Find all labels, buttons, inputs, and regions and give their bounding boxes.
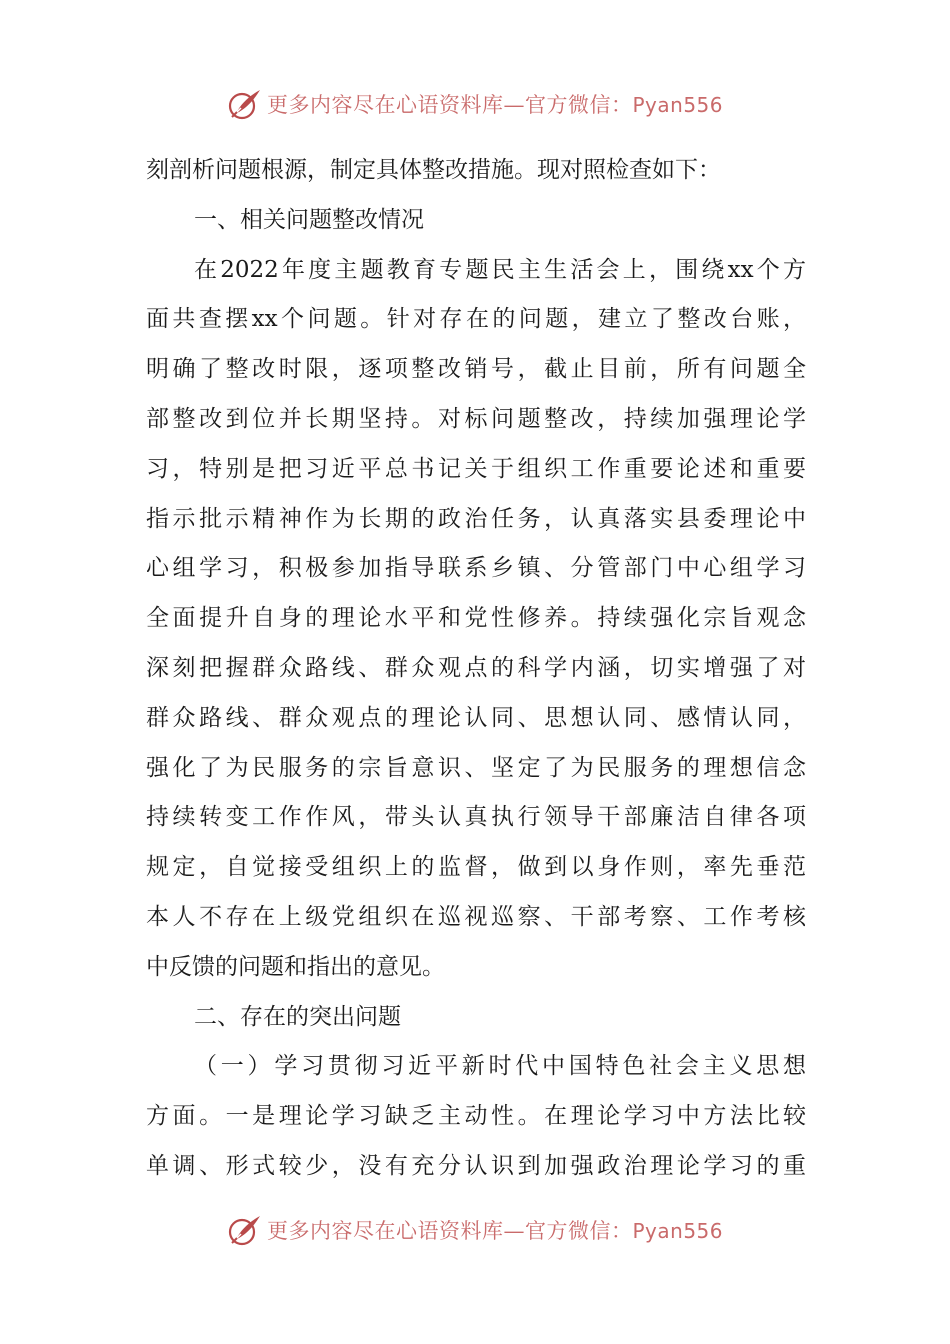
text-line: 习，特别是把习近平总书记关于组织工作重要论述和重要 xyxy=(146,455,806,482)
text-line: 部整改到位并长期坚持。对标问题整改，持续加强理论学 xyxy=(146,405,806,432)
text-line: 明确了整改时限，逐项整改销号，截止目前，所有问题全 xyxy=(146,356,806,383)
text-line: 在2022年度主题教育专题民主生活会上，围绕xx个方 xyxy=(194,256,806,283)
text-line: 全面提升自身的理论水平和党性修养。持续强化宗旨观念 xyxy=(146,605,806,632)
footer-watermark xyxy=(0,1210,950,1250)
watermark-handle: Pyan556 xyxy=(632,93,723,117)
text-line: 单调、形式较少，没有充分认识到加强政治理论学习的重 xyxy=(146,1152,806,1179)
watermark-group xyxy=(227,1212,723,1248)
text-line: 面共查摆xx个问题。针对存在的问题，建立了整改台账， xyxy=(146,306,806,333)
text-line: 群众路线、群众观点的理论认同、思想认同、感情认同， xyxy=(146,704,806,731)
text-line: 心组学习，积极参加指导联系乡镇、分管部门中心组学习 xyxy=(146,555,806,582)
text-line: 规定，自觉接受组织上的监督，做到以身作则，率先垂范 xyxy=(146,854,806,881)
watermark-text: 更多内容尽在心语资料库—官方微信：Pyan556 xyxy=(266,1219,723,1243)
text-line: 强化了为民服务的宗旨意识、坚定了为民服务的理想信念 xyxy=(146,754,806,781)
document-body xyxy=(146,146,806,1192)
text-line: 二、存在的突出问题 xyxy=(194,1003,401,1030)
quill-logo-icon xyxy=(227,1212,263,1248)
text-line: 指示批示精神作为长期的政治任务，认真落实县委理论中 xyxy=(146,505,806,532)
watermark-handle: Pyan556 xyxy=(632,1219,723,1243)
header-watermark xyxy=(0,84,950,124)
watermark-text: 更多内容尽在心语资料库—官方微信：Pyan556 xyxy=(266,93,723,117)
text-line: 持续转变工作作风，带头认真执行领导干部廉洁自律各项 xyxy=(146,804,806,831)
text-line: 本人不存在上级党组织在巡视巡察、干部考察、工作考核 xyxy=(146,903,806,930)
text-line: 中反馈的问题和指出的意见。 xyxy=(146,953,445,980)
text-line: 刻剖析问题根源，制定具体整改措施。现对照检查如下： xyxy=(146,157,721,183)
text-line: 一、相关问题整改情况 xyxy=(194,206,424,233)
quill-logo-icon xyxy=(227,86,263,122)
text-line: 方面。一是理论学习缺乏主动性。在理论学习中方法比较 xyxy=(146,1103,806,1130)
text-line: （一）学习贯彻习近平新时代中国特色社会主义思想 xyxy=(194,1053,806,1080)
text-line: 深刻把握群众路线、群众观点的科学内涵，切实增强了对 xyxy=(146,654,806,681)
watermark-group xyxy=(227,86,723,122)
